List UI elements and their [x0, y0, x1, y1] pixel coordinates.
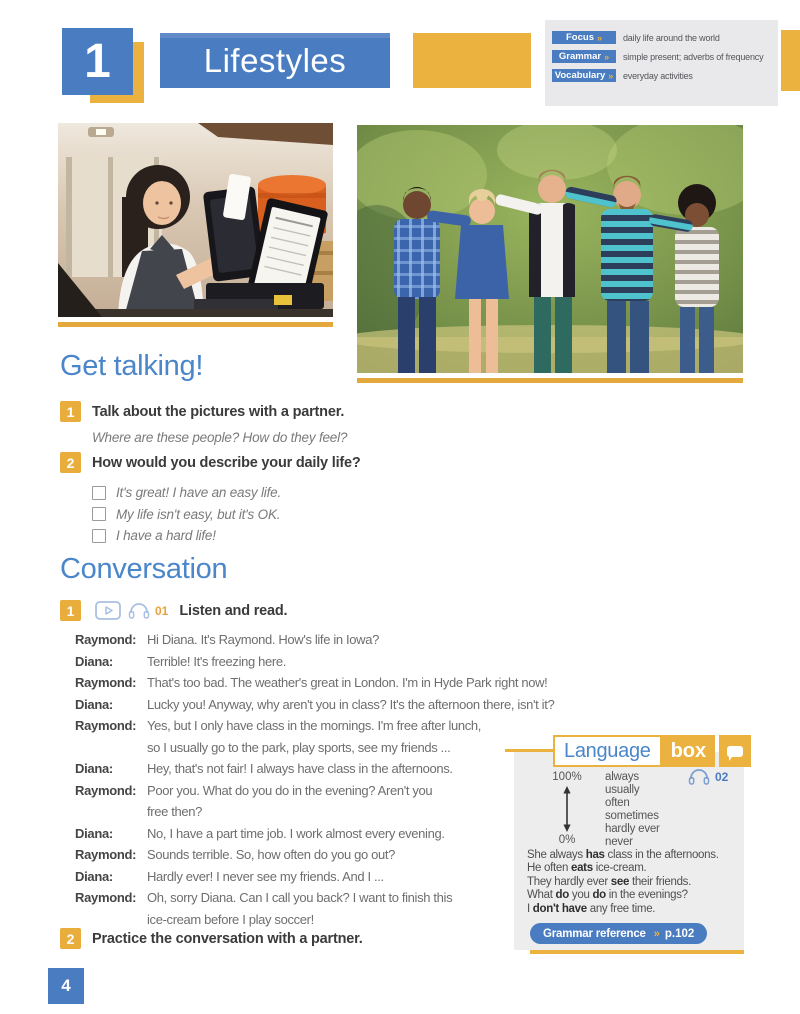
option-label: I have a hard life! [116, 528, 216, 544]
option-label: It's great! I have an easy life. [116, 485, 282, 501]
focus-row [552, 69, 773, 82]
listen-exercise-row [60, 600, 287, 621]
example-sentence: She always has class in the afternoons. [527, 849, 719, 861]
exercise-number-badge: 2 [60, 452, 81, 473]
header-accent-bar [413, 33, 531, 88]
exercise-number-badge: 2 [60, 928, 81, 949]
dialogue-text: Sounds terrible. So, how often do you go out? [147, 847, 396, 862]
adverb: never [605, 835, 633, 848]
headphones-icon[interactable] [128, 602, 150, 619]
photo-cashier [58, 123, 333, 317]
dialogue-row [75, 672, 595, 694]
dialogue-text: Hardly ever! I never see my friends. And I ... [147, 868, 384, 884]
example-sentence: He often eats ice-cream. [527, 862, 647, 875]
speech-bubble-icon [727, 746, 743, 757]
conversation-heading: Conversation [60, 553, 228, 585]
adverb: usually [605, 783, 640, 796]
exercise-number-badge: 1 [60, 600, 81, 621]
dialogue-text: Yes, but I only have class in the mornings. I'm free after lunch, so I usually go to the park, play sports, see my friends ... [147, 718, 482, 755]
chevron-right-icon: » [653, 927, 660, 940]
dialogue-text: Hey, that's not fair! I always have class in the afternoons. [147, 761, 453, 776]
dialogue-speaker: Raymond: [75, 782, 137, 798]
example-sentence: They hardly ever see their friends. [527, 875, 692, 888]
dialogue-speaker: Diana: [75, 696, 113, 712]
language-box-title-accent: box [662, 735, 716, 767]
grammar-text: simple present; adverbs of frequency [623, 51, 764, 62]
practice-exercise-row [60, 928, 363, 949]
audio-track-number: 02 [715, 769, 729, 784]
chevron-right-icon: » [608, 70, 614, 81]
scale-top-label: 100% [552, 771, 582, 783]
headphones-icon[interactable] [688, 768, 710, 785]
grammar-reference-page: p.102 [664, 927, 695, 940]
option-row [92, 525, 281, 547]
focus-text: daily life around the world [623, 32, 720, 43]
scale-bottom-label: 0% [558, 834, 576, 846]
get-talking-heading: Get talking! [60, 350, 204, 382]
example-sentence: I don't have any free time. [527, 902, 656, 915]
unit-title: Lifestyles [203, 41, 347, 79]
dialogue-text: No, I have a part time job. I work almost every evening. [147, 825, 445, 841]
option-row [92, 504, 281, 526]
media-icons [95, 601, 168, 620]
dialogue-speaker: Raymond: [75, 847, 137, 862]
dialogue-speaker: Diana: [75, 868, 113, 884]
chevron-right-icon: » [604, 51, 610, 62]
up-down-arrow-icon [562, 786, 572, 832]
frequency-adverbs [605, 771, 660, 848]
option-row [92, 482, 281, 504]
dialogue-text: Poor you. What do you do in the evening? Aren't you free then? [147, 782, 433, 819]
dialogue-speaker: Diana: [75, 825, 113, 841]
language-box-title: Language [553, 735, 662, 767]
vocabulary-label: Vocabulary » [552, 69, 616, 82]
frequency-scale-axis [546, 771, 588, 847]
video-player-icon[interactable] [95, 601, 121, 620]
dialogue-speaker: Raymond: [75, 718, 137, 733]
exercise-instruction: How would you describe your daily life? [92, 454, 361, 471]
page-number-badge [48, 968, 84, 1004]
grammar-label: Grammar » [552, 50, 616, 63]
unit-focus-box [545, 20, 778, 106]
exercise-instruction: Practice the conversation with a partner. [92, 930, 363, 947]
dialogue-speaker: Raymond: [75, 632, 137, 647]
vocabulary-text: everyday activities [623, 70, 693, 81]
empty-checkbox[interactable] [92, 529, 106, 543]
speech-bubble-tab [719, 735, 751, 767]
page-number: 4 [61, 976, 71, 995]
page-edge-accent [781, 30, 800, 91]
dialogue-speaker: Diana: [75, 653, 113, 669]
language-box-header [553, 735, 751, 767]
empty-checkbox[interactable] [92, 486, 106, 500]
exercise-1-row [60, 401, 344, 422]
adverb: often [605, 796, 630, 809]
example-sentences [527, 849, 739, 916]
exercise-number-badge: 1 [60, 401, 81, 422]
dialogue-row [75, 629, 595, 651]
photo-underline [58, 322, 333, 327]
language-box-audio [688, 768, 728, 785]
dialogue-speaker: Raymond: [75, 675, 137, 690]
example-sentence: What do you do in the evenings? [527, 889, 688, 902]
photo-underline [357, 378, 743, 383]
unit-title-bar [160, 33, 390, 88]
dialogue-speaker: Diana: [75, 761, 113, 776]
unit-number: 1 [84, 34, 111, 88]
focus-row [552, 50, 773, 63]
focus-row [552, 31, 773, 44]
dialogue-text: Hi Diana. It's Raymond. How's life in Iowa? [147, 632, 379, 647]
unit-number-badge [62, 28, 133, 95]
exercise-2-row [60, 452, 361, 473]
exercise-instruction: Talk about the pictures with a partner. [92, 403, 345, 420]
dialogue-row [75, 694, 595, 716]
adverb: always [605, 771, 639, 783]
grammar-reference-button[interactable] [530, 923, 707, 944]
photo-friends [357, 125, 743, 373]
exercise-prompt: Where are these people? How do they feel? [92, 430, 348, 445]
dialogue-speaker: Raymond: [75, 890, 137, 905]
audio-track-number: 01 [155, 603, 169, 618]
dialogue-row [75, 651, 595, 673]
dialogue-text: Oh, sorry Diana. Can I call you back? I want to finish this ice-cream before I play soccer! [147, 890, 453, 927]
adverb: hardly ever [605, 822, 660, 835]
empty-checkbox[interactable] [92, 507, 106, 521]
exercise-instruction: Listen and read. [179, 602, 288, 619]
option-label: My life isn't easy, but it's OK. [116, 506, 281, 522]
dialogue-text: Terrible! It's freezing here. [147, 653, 287, 669]
adverb: sometimes [605, 809, 659, 822]
daily-life-options [92, 482, 281, 547]
dialogue-text: Lucky you! Anyway, why aren't you in class? It's the afternoon there, isn't it? [147, 696, 555, 712]
grammar-reference-label: Grammar reference [543, 927, 646, 940]
chevron-right-icon: » [596, 32, 602, 43]
focus-label: Focus » [552, 31, 616, 44]
language-box-bottom-rule [530, 950, 744, 954]
dialogue-text: That's too bad. The weather's great in London. I'm in Hyde Park right now! [147, 675, 548, 690]
